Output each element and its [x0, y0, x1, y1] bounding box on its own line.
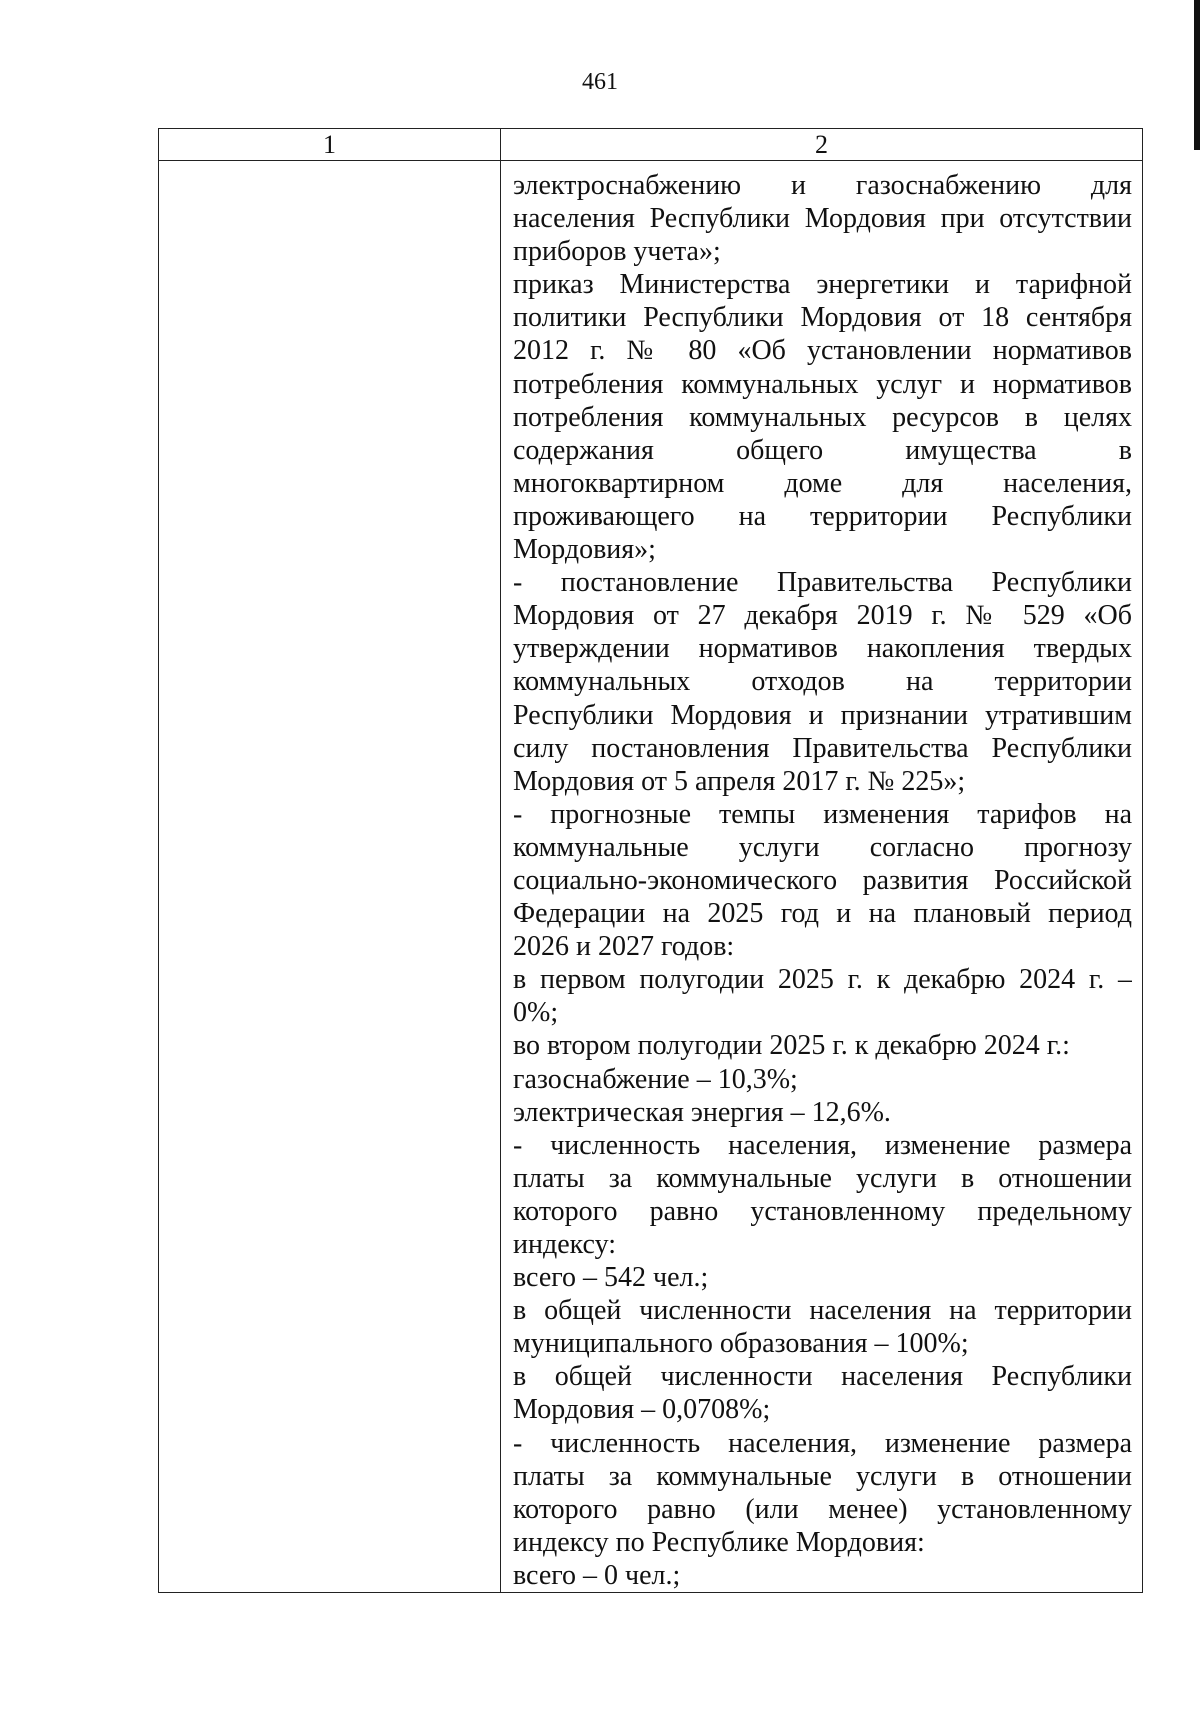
table-content-row [159, 161, 1143, 1593]
text-line: приказ Министерства энергетики и тарифной [513, 269, 1132, 301]
text-line: платы за коммунальные услуги в отношении [513, 1162, 1132, 1194]
page-number: 461 [582, 69, 618, 95]
text-line: муниципального образования – 100%; [513, 1328, 969, 1360]
text-line: электрическая энергия – 12,6%. [513, 1096, 891, 1128]
text-line: проживающего на территории Республики [513, 500, 1132, 532]
text-line: Республики Мордовия и признании утратившим [513, 699, 1132, 731]
text-line: многоквартирном доме для населения, [513, 467, 1132, 499]
text-line: - численность населения, изменение размера [513, 1427, 1132, 1459]
text-line: всего – 542 чел.; [513, 1262, 709, 1294]
text-line: Мордовия от 27 декабря 2019 г. № 529 «Об [513, 600, 1132, 632]
text-line: всего – 0 чел.; [513, 1559, 681, 1591]
text-line: - численность населения, изменение размера [513, 1129, 1132, 1161]
column-1-cell [159, 161, 501, 1593]
text-line: потребления коммунальных ресурсов в целях [513, 401, 1132, 433]
text-line: индексу по Республике Мордовия: [513, 1526, 925, 1558]
column-2-header: 2 [501, 129, 1143, 161]
text-line: силу постановления Правительства Республики [513, 732, 1132, 764]
text-line: Мордовия от 5 апреля 2017 г. № 225»; [513, 765, 966, 797]
text-line: - постановление Правительства Республики [513, 567, 1132, 599]
text-line: платы за коммунальные услуги в отношении [513, 1460, 1132, 1492]
table-header-row [159, 129, 1143, 161]
text-line: которого равно (или менее) установленному [513, 1493, 1132, 1525]
text-line: - прогнозные темпы изменения тарифов на [513, 798, 1132, 830]
text-line: утверждении нормативов накопления твердых [513, 633, 1132, 665]
text-line: политики Республики Мордовия от 18 сентября [513, 302, 1132, 334]
text-line: 2012 г. № 80 «Об установлении нормативов [513, 335, 1132, 367]
text-line: во втором полугодии 2025 г. к декабрю 2024 г.: [513, 1030, 1070, 1062]
text-line: Федерации на 2025 год и на плановый период [513, 898, 1132, 930]
text-line: в общей численности населения Республики [513, 1361, 1132, 1393]
text-line: 2026 и 2027 годов: [513, 931, 735, 963]
text-line: приборов учета»; [513, 236, 721, 268]
column-2-text [501, 161, 1142, 1592]
column-1-header: 1 [159, 129, 501, 161]
text-line: индексу: [513, 1229, 617, 1260]
text-line: электроснабжению и газоснабжению для [513, 170, 1132, 201]
text-line: содержания общего имущества в [513, 434, 1132, 466]
text-line: коммунальные услуги согласно прогнозу [513, 831, 1132, 863]
text-line: коммунальных отходов на территории [513, 666, 1132, 698]
document-table [158, 128, 1143, 1593]
text-line: Мордовия»; [513, 534, 656, 566]
column-2-cell [501, 161, 1143, 1593]
text-line: которого равно установленному предельному [513, 1195, 1132, 1227]
text-line: потребления коммунальных услуг и нормативов [513, 368, 1132, 400]
text-line: газоснабжение – 10,3%; [513, 1063, 798, 1095]
text-line: в первом полугодии 2025 г. к декабрю 2024 г. – [513, 964, 1132, 996]
text-line: в общей численности населения на территории [513, 1295, 1132, 1327]
text-line: населения Республики Мордовия при отсутствии [513, 203, 1132, 235]
text-line: 0%; [513, 997, 559, 1029]
text-line: Мордовия – 0,0708%; [513, 1394, 771, 1426]
text-line: социально-экономического развития Российской [513, 864, 1132, 896]
